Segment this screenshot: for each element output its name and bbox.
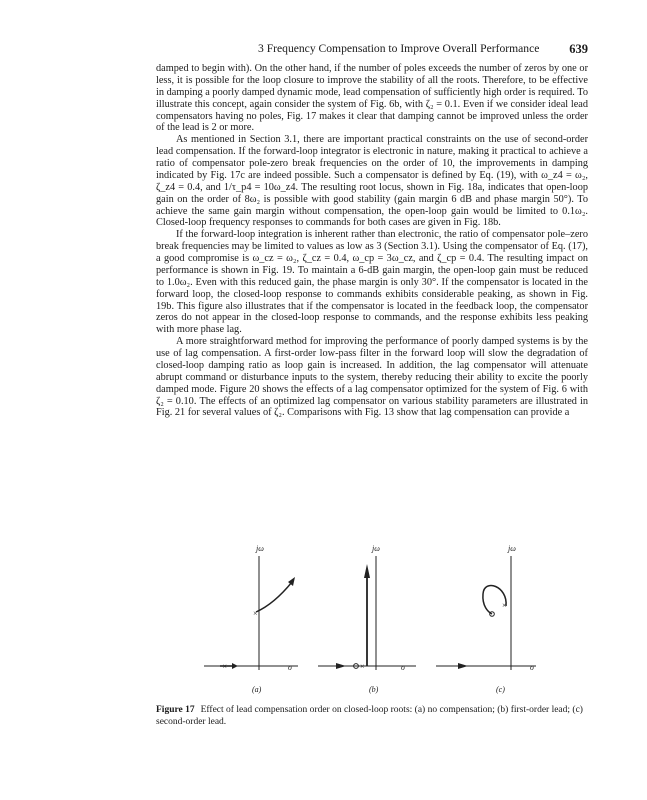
paragraph-4: A more straightforward method for improving the performance of poorly damped systems is by the use of lag compensation. A first-order low-pass filter in the forward loop will slow the degradation of closed-loop damping ratio as loop gain is increased. In addition, the lag compensator will attenuate abrupt command or disturbance inputs to the system, thereby reducing their ability to excite the poorly damped mode. Figure 20 shows the effects of a lag compensator optimized for the system of Fig. 6 with ζ₂ = 0.10. The effects of an optimized lag compensator on various stability parameters are illustrated in Fig. 21 for several values of ζ₂. Comparisons with Fig. 13 show that lag compensation can provide a <box>156 336 588 419</box>
panel-c-label: (c) <box>496 685 505 694</box>
paragraph-3: If the forward-loop integration is inherent rather than electronic, the ratio of compensator pole–zero break frequencies may be limited to values as low as 3 (Section 3.1). Using the compensator of Eq. (17), a good compromise is ω_cz = ω₂, ζ_cz = 0.4, ω_cp = 3ω_cz, and ζ_cp = 0.4. The resulting impact on performance is shown in Fig. 19. To maintain a 6-dB gain margin, the open-loop gain must be reduced to 1.0ω₂. Even with this reduced gain, the phase margin is only 30°. If the compensator is located in the forward loop, the closed-loop response to commands exhibits considerable peaking, as shown in Fig. 19b. This figure also illustrates that if the compensator is located in the feedback loop, the compensator zeros do not appear in the closed-loop response to commands, and the response exhibits less peaking with more phase lag. <box>156 229 588 336</box>
paragraph-1: damped to begin with). On the other hand, if the number of poles exceeds the number of zeros by one or less, it is possible for the loop closure to improve the stability of all the roots. Therefore, to be effective in damping a poorly damped dynamic mode, lead compensation of sufficiently high order is required. To illustrate this concept, again consider the system of Fig. 6b, with ζ₂ = 0.1. Even if we consider ideal lead compensators having no poles, Fig. 17 makes it clear that damping cannot be improved unless the order of the lead is 2 or more. <box>156 63 588 134</box>
panel-b-arrow-real <box>336 663 346 669</box>
paragraph-2: As mentioned in Section 3.1, there are important practical constraints on the use of second-order lead compensation. If the forward-loop integrator is electronic in nature, making it practical to achieve a ratio of compensator pole-zero break frequencies on the order of 10, the improvements in damping indicated by Fig. 17c are indeed possible. Such a compensator is defined by Eq. (19), with ω_z4 = ω₂, ζ_z4 = 0.4, and 1/τ_p4 = 10ω_z4. The resulting root locus, shown in Fig. 18a, indicates that open-loop gain on the order of 8ω₂ is possible with good stability (gain margin 6 dB and phase margin 50°). To achieve the same gain margin without compensation, the open-loop gain would be limited to 0.1ω₂. Closed-loop frequency responses to commands for both cases are given in Fig. 18b. <box>156 134 588 229</box>
panel-a-locus-branch <box>256 582 292 612</box>
panel-c-arrow-real <box>458 663 468 669</box>
panel-c-sigma-label: σ <box>530 663 534 672</box>
panel-a-jw-label: jω <box>256 544 264 553</box>
running-header <box>258 42 588 58</box>
header-section-title: 3 Frequency Compensation to Improve Overall Performance <box>258 42 540 55</box>
figure-caption <box>156 704 586 728</box>
panel-a-arrow-real <box>232 663 238 669</box>
panel-b <box>318 544 416 694</box>
panel-a-pole-mark: × <box>222 662 228 671</box>
figure-17 <box>196 542 576 702</box>
panel-c-pole-x: × <box>502 601 507 610</box>
panel-a-pole-x: × <box>253 609 258 618</box>
panel-c <box>436 544 536 694</box>
panel-a <box>204 544 298 694</box>
panel-c-jw-label: jω <box>508 544 516 553</box>
panel-a-sigma-label: σ <box>288 663 292 672</box>
panel-b-pole-mark: × <box>360 662 365 671</box>
caption-text: Effect of lead compensation order on closed-loop roots: (a) no compensation; (b) first-order lead; (c) second-order lead. <box>156 705 583 727</box>
panel-b-sigma-label: σ <box>401 663 405 672</box>
panel-b-arrow-up <box>364 564 370 578</box>
panel-b-label: (b) <box>369 685 379 694</box>
figure-17-graphic <box>196 542 576 702</box>
caption-label: Figure 17 <box>156 705 195 715</box>
body-text <box>156 63 588 419</box>
page-number: 639 <box>569 42 588 56</box>
panel-a-label: (a) <box>252 685 262 694</box>
panel-b-jw-label: jω <box>372 544 380 553</box>
